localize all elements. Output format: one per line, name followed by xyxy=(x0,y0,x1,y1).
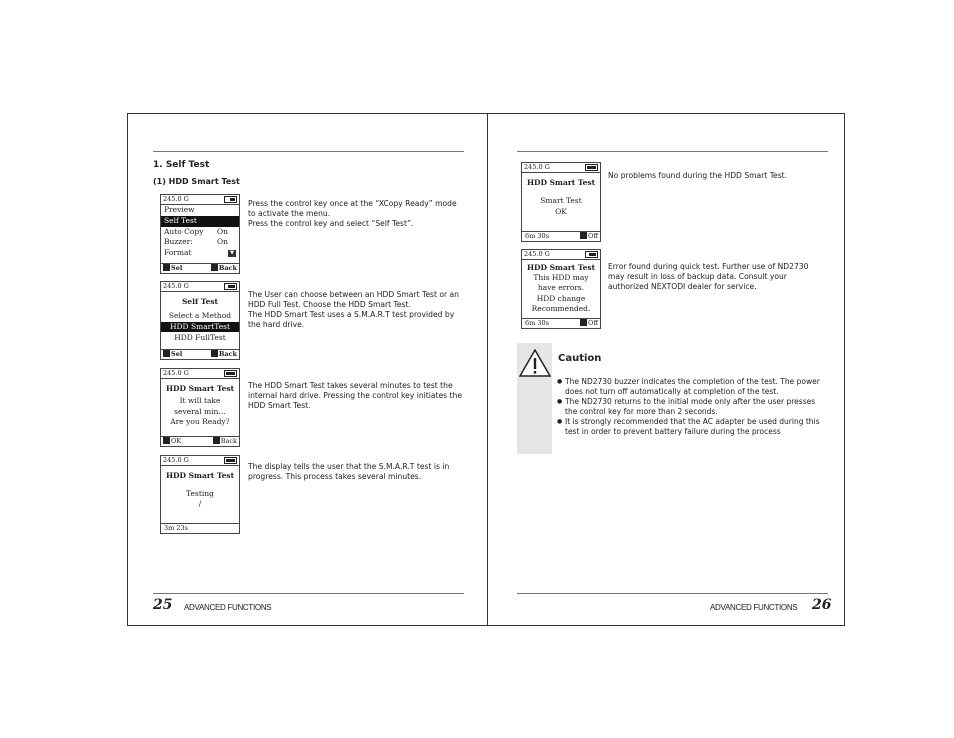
battery-icon xyxy=(224,283,237,290)
capacity-label: 245.0 G xyxy=(163,369,189,377)
lcd-footer: Sel Back xyxy=(161,263,239,273)
caution-item: ● The ND2730 returns to the initial mode only after the user presses the control key for more than 2 seconds. xyxy=(557,397,827,417)
lcd-footer: OK Back xyxy=(161,436,239,446)
left-top-rule xyxy=(153,151,464,152)
elapsed-time: 6m 30s xyxy=(525,232,549,240)
menu-item-format: Format ▼ xyxy=(161,248,239,259)
desc-ready: The HDD Smart Test takes several minutes to test the internal hard drive. Pressing the control key initiates the HDD Smart Test. xyxy=(248,381,462,410)
select-key-icon xyxy=(163,264,170,271)
lcd-status-bar xyxy=(522,163,600,173)
battery-icon xyxy=(224,457,237,464)
lcd-title: HDD Smart Test xyxy=(165,471,235,480)
battery-icon xyxy=(224,196,237,203)
lcd-status-bar xyxy=(161,195,239,205)
subsection-title: (1) HDD Smart Test xyxy=(153,177,240,186)
footer-label-right: ADVANCED FUNCTIONS xyxy=(710,603,798,612)
battery-icon xyxy=(585,251,598,258)
progress-spinner: / xyxy=(198,499,202,508)
lcd-status-bar xyxy=(522,250,600,260)
capacity-label: 245.0 G xyxy=(524,163,550,171)
lcd-status-bar xyxy=(161,456,239,466)
desc-menu: Press the control key once at the “XCopy Ready” mode to activate the menu. Press the control key and select “Self Test”. xyxy=(248,199,457,228)
caution-item: ● It is strongly recommended that the AC adapter be used during this test in order to prevent battery failure during the process xyxy=(557,417,827,437)
result-status: OK xyxy=(555,207,567,216)
right-bottom-rule xyxy=(517,593,828,594)
battery-icon xyxy=(585,164,598,171)
lcd-footer: Sel Back xyxy=(161,349,239,359)
power-key-icon xyxy=(580,232,587,239)
lcd-screen-testing xyxy=(160,455,240,534)
lcd-screen-result-ok xyxy=(521,162,601,242)
ok-key-icon xyxy=(163,437,170,444)
lcd-line: Are you Ready? xyxy=(170,417,230,426)
elapsed-time: 6m 30s xyxy=(525,319,549,327)
desc-result-error: Error found during quick test. Further use of ND2730 may result in loss of backup data. Consult your authorized NEXTODI dealer for service. xyxy=(608,262,809,291)
lcd-line: have errors. xyxy=(537,283,585,293)
lcd-screen-result-error xyxy=(521,249,601,329)
lcd-screen-self-test xyxy=(160,281,240,360)
lcd-title: HDD Smart Test xyxy=(165,384,235,393)
lcd-line: Testing xyxy=(186,489,214,498)
section-title: 1. Self Test xyxy=(153,160,210,170)
caution-sidebar xyxy=(517,343,552,454)
desc-result-ok: No problems found during the HDD Smart Test. xyxy=(608,171,788,180)
capacity-label: 245.0 G xyxy=(163,282,189,290)
lcd-footer: 6m 30s Off xyxy=(522,318,600,328)
lcd-title: HDD Smart Test xyxy=(526,178,596,187)
lcd-line: Smart Test xyxy=(540,196,582,205)
lcd-line: This HDD may xyxy=(533,273,589,282)
lcd-status-bar xyxy=(161,282,239,292)
lcd-title: HDD Smart Test xyxy=(526,263,596,272)
left-bottom-rule xyxy=(153,593,464,594)
elapsed-time: 3m 23s xyxy=(164,524,188,532)
caution-item: ● The ND2730 buzzer indicates the completion of the test. The power does not turn off automatically at completion of the test. xyxy=(557,377,827,397)
lcd-screen-ready xyxy=(160,368,240,447)
menu-item-buzzer: Buzzer: On xyxy=(164,237,228,247)
power-key-icon xyxy=(580,319,587,326)
lcd-screen-menu xyxy=(160,194,240,274)
page-divider xyxy=(487,113,488,626)
scroll-down-icon: ▼ xyxy=(228,250,236,257)
capacity-label: 245.0 G xyxy=(163,195,189,203)
right-top-rule xyxy=(517,151,828,152)
menu-item-preview: Preview xyxy=(164,205,195,214)
back-key-icon xyxy=(211,350,218,357)
footer-label-left: ADVANCED FUNCTIONS xyxy=(184,603,272,612)
caution-title: Caution xyxy=(558,353,602,364)
capacity-label: 245.0 G xyxy=(163,456,189,464)
desc-self-test: The User can choose between an HDD Smart Test or an HDD Full Test. Choose the HDD Smart Test. The HDD Smart Test uses a S.M.A.R.T test provided by the hard drive. xyxy=(248,290,459,329)
lcd-line: It will take xyxy=(179,396,221,405)
lcd-line: HDD change xyxy=(536,293,586,303)
battery-icon xyxy=(224,370,237,377)
menu-item-self-test: Self Test xyxy=(161,216,239,227)
lcd-line: Select a Method xyxy=(168,311,232,320)
option-hdd-full-test: HDD FullTest xyxy=(174,333,226,342)
lcd-footer xyxy=(161,523,239,533)
lcd-footer: 6m 30s Off xyxy=(522,231,600,241)
caution-list xyxy=(557,377,827,437)
back-key-icon xyxy=(213,437,220,444)
menu-item-auto-copy: Auto Copy On xyxy=(164,226,228,236)
lcd-status-bar xyxy=(161,369,239,379)
option-hdd-smart-test: HDD SmartTest xyxy=(161,322,239,333)
page-number-left: 25 xyxy=(153,597,173,613)
select-key-icon xyxy=(163,350,170,357)
back-key-icon xyxy=(211,264,218,271)
desc-testing: The display tells the user that the S.M.A.R.T test is in progress. This process takes several minutes. xyxy=(248,462,450,481)
lcd-line: several min… xyxy=(174,406,226,416)
page-number-right: 26 xyxy=(812,597,832,613)
capacity-label: 245.0 G xyxy=(524,250,550,258)
lcd-line: Recommended. xyxy=(531,304,591,314)
warning-icon xyxy=(519,349,551,377)
lcd-title: Self Test xyxy=(181,297,219,306)
